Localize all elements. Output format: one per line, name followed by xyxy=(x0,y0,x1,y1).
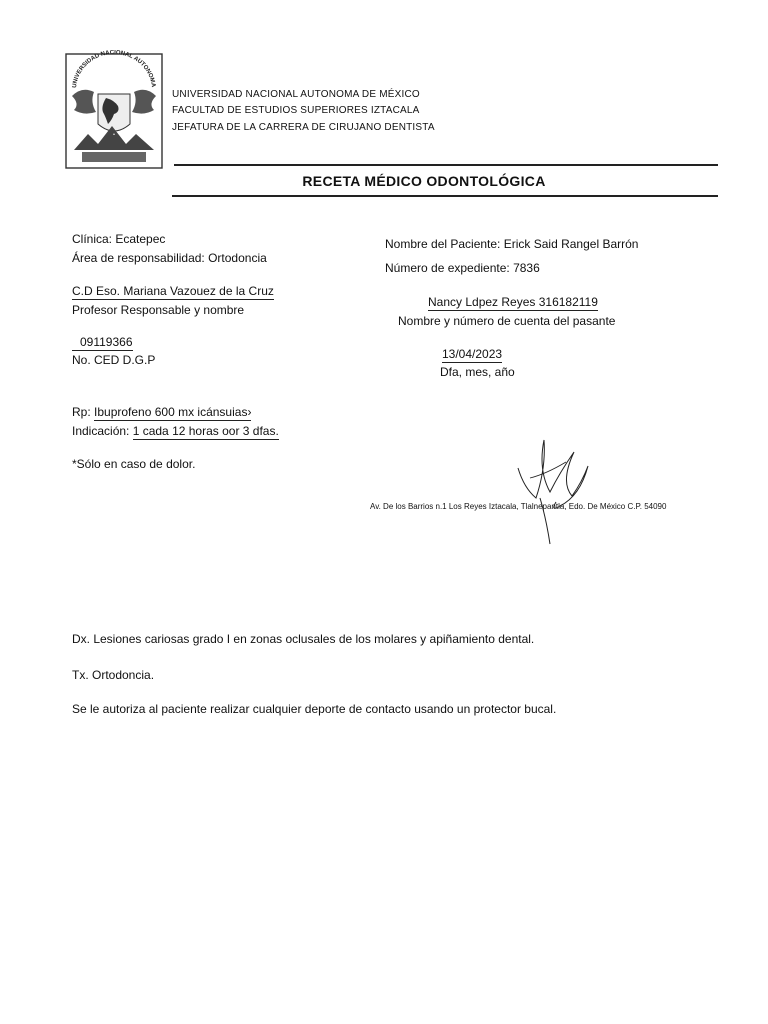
indication-value: 1 cada 12 horas oor 3 dfas. xyxy=(132,424,279,438)
clinic: Clínica: Ecatepec xyxy=(72,232,166,246)
page-title: RECETA MÉDICO ODONTOLÓGICA xyxy=(302,173,546,189)
intern-name: Nancy Ldpez Reyes 316182119 xyxy=(428,295,598,309)
indication-line xyxy=(72,424,279,438)
faculty-name: FACULTAD DE ESTUDIOS SUPERIORES IZTACALA xyxy=(172,105,420,116)
rp-label: Rp: xyxy=(72,405,95,419)
area-responsibility: Área de responsabilidad: Ortodoncia xyxy=(72,251,267,265)
date: 13/04/2023 xyxy=(442,347,503,361)
record-number: Número de expediente: 7836 xyxy=(385,261,540,275)
address: Av. De los Barrios n.1 Los Reyes Iztacala, Tlalnepantla, Edo. De México C.P. 54090 xyxy=(370,502,667,511)
prescription-note: *Sólo en caso de dolor. xyxy=(72,457,196,471)
authorization: Se le autoriza al paciente realizar cualquier deporte de contacto usando un protector bucal. xyxy=(72,702,557,716)
professor-name: C.D Eso. Mariana Vazouez de la Cruz xyxy=(72,284,274,298)
unam-seal xyxy=(62,50,166,172)
ced-caption: No. CED D.G.P xyxy=(72,353,156,367)
treatment: Tx. Ortodoncia. xyxy=(72,668,155,682)
intern-caption: Nombre y número de cuenta del pasante xyxy=(398,314,616,328)
professor-caption: Profesor Responsable y nombre xyxy=(72,303,245,317)
date-caption: Dfa, mes, año xyxy=(440,365,515,379)
indication-label: Indicación: xyxy=(72,424,133,438)
rp-line xyxy=(72,405,251,419)
signature xyxy=(510,408,590,548)
header-rule-bottom xyxy=(172,195,718,197)
patient-name: Nombre del Paciente: Erick Said Rangel Barrón xyxy=(385,237,639,251)
department-name: JEFATURA DE LA CARRERA DE CIRUJANO DENTISTA xyxy=(172,122,435,133)
signature-icon xyxy=(510,408,590,548)
university-name: UNIVERSIDAD NACIONAL AUTONOMA DE MÉXICO xyxy=(172,89,420,100)
svg-text:UNIVERSIDAD NACIONAL AUTONOMA xyxy=(62,50,156,89)
diagnosis: Dx. Lesiones cariosas grado I en zonas oclusales de los molares y apiñamiento dental. xyxy=(72,632,535,646)
ced-number: 09119366 xyxy=(72,335,133,351)
header-rule-top xyxy=(174,164,718,166)
unam-seal-icon xyxy=(62,50,166,172)
rp-value: Ibuprofeno 600 mx icánsuias› xyxy=(94,405,252,419)
seal-text: UNIVERSIDAD NACIONAL AUTONOMA xyxy=(72,50,156,89)
svg-text:•: • xyxy=(113,132,115,138)
